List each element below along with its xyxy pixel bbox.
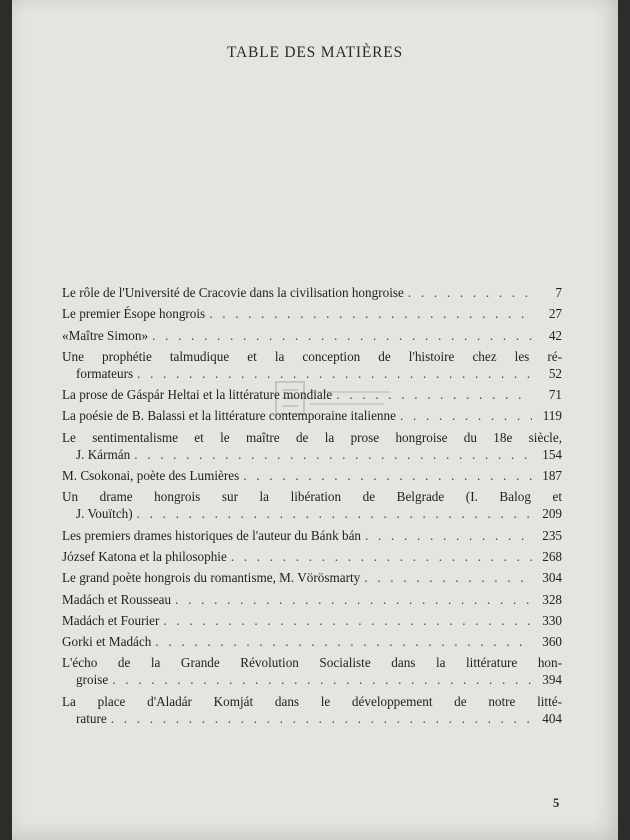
- toc-page-number: 268: [542, 548, 562, 564]
- toc-entry: [62, 284, 562, 301]
- toc-entry-title: La poésie de B. Balassi et la littérature contemporaine italienne: [62, 408, 396, 424]
- toc-entry-title: formateurs: [76, 365, 134, 381]
- toc-entry-title: Le rôle de l'Université de Cracovie dans la civilisation hongroise: [62, 285, 404, 300]
- toc-entry: [62, 429, 562, 463]
- toc-entry: [62, 327, 562, 344]
- dot-leader: [137, 365, 532, 382]
- toc-entry: [62, 569, 562, 586]
- toc-entry: [62, 693, 562, 727]
- dot-leader: [155, 633, 532, 650]
- toc-entry-title: J. Vouïtch): [76, 506, 133, 522]
- toc-page-number: 235: [542, 527, 562, 543]
- page-title: TABLE DES MATIÈRES: [227, 44, 403, 61]
- toc-entry-title: La place d'Aladár Komját dans le développement de notre litté-: [62, 693, 562, 709]
- dot-leader: [336, 386, 532, 403]
- toc-entry-title: L'écho de la Grande Révolution Socialiste dans la littérature hon-: [62, 655, 562, 671]
- toc-page-number: 187: [542, 468, 562, 484]
- toc-entry-title: Le grand poète hongrois du romantisme, M. Vörösmarty: [62, 570, 361, 586]
- toc-page-number: 27: [548, 306, 562, 322]
- dot-leader: [408, 284, 532, 301]
- toc-entry-title: József Katona et la philosophie: [62, 548, 227, 564]
- toc-entry-title: Les premiers drames historiques de l'auteur du Bánk bán: [62, 527, 362, 543]
- toc-entry-title: Une prophétie talmudique et la conception de l'histoire chez les ré-: [62, 348, 562, 364]
- toc-entry: [62, 612, 562, 629]
- toc-entry: [62, 467, 562, 484]
- dot-leader: [175, 591, 532, 608]
- toc-entry-title: Le premier Ésope hongrois: [62, 306, 206, 322]
- toc-page-number: 42: [548, 327, 562, 343]
- toc-entry-title: Madách et Fourier: [62, 612, 160, 628]
- toc-page-number: 209: [542, 506, 562, 522]
- dot-leader: [365, 527, 532, 544]
- toc-entry-title: Madách et Rousseau: [62, 591, 172, 607]
- dot-leader: [209, 305, 532, 322]
- toc-entry-title: J. Kármán: [76, 446, 131, 462]
- dot-leader: [243, 467, 532, 484]
- toc-entry-title: Le sentimentalisme et le maître de la prose hongroise du 18e siècle,: [62, 429, 562, 445]
- toc-entry: [62, 591, 562, 608]
- toc-page-number: 154: [542, 446, 562, 462]
- toc-entry-title: Un drame hongrois sur la libération de Belgrade (I. Balog et: [62, 489, 562, 505]
- toc-entry: [62, 488, 562, 522]
- dot-leader: [163, 612, 532, 629]
- dot-leader: [364, 569, 532, 586]
- dot-leader: [152, 327, 532, 344]
- toc-page-number: 304: [542, 570, 562, 586]
- toc-page-number: 394: [542, 672, 562, 688]
- dot-leader: [134, 446, 532, 463]
- toc-entry-title: M. Csokonai, poète des Lumières: [62, 468, 240, 484]
- table-of-contents: [62, 284, 562, 731]
- toc-entry: [62, 633, 562, 650]
- toc-entry-title: Gorki et Madách: [62, 634, 152, 650]
- toc-page-number: 328: [542, 591, 562, 607]
- dot-leader: [231, 548, 532, 565]
- toc-entry-title: La prose de Gáspár Heltai et la littérature mondiale: [62, 387, 333, 403]
- dot-leader: [111, 710, 532, 727]
- page-number: 5: [553, 796, 560, 810]
- toc-page-number: 330: [542, 612, 562, 628]
- dot-leader: [137, 505, 532, 522]
- toc-entry-title: «Maître Simon»: [62, 327, 149, 343]
- book-page: [12, 0, 618, 840]
- toc-page-number: 71: [548, 387, 562, 403]
- dot-leader: [112, 671, 532, 688]
- toc-entry-title: groise: [76, 672, 109, 688]
- toc-page-number: 7: [555, 285, 562, 300]
- toc-entry: [62, 407, 562, 424]
- toc-entry: [62, 348, 562, 382]
- toc-page-number: 404: [542, 710, 562, 726]
- toc-entry: [62, 654, 562, 688]
- toc-page-number: 52: [548, 365, 562, 381]
- toc-entry-title: rature: [76, 710, 107, 726]
- toc-entry: [62, 305, 562, 322]
- toc-entry: [62, 527, 562, 544]
- toc-entry: [62, 548, 562, 565]
- toc-entry: [62, 386, 562, 403]
- dot-leader: [400, 407, 532, 424]
- toc-page-number: 360: [542, 634, 562, 650]
- toc-page-number: 119: [542, 408, 562, 424]
